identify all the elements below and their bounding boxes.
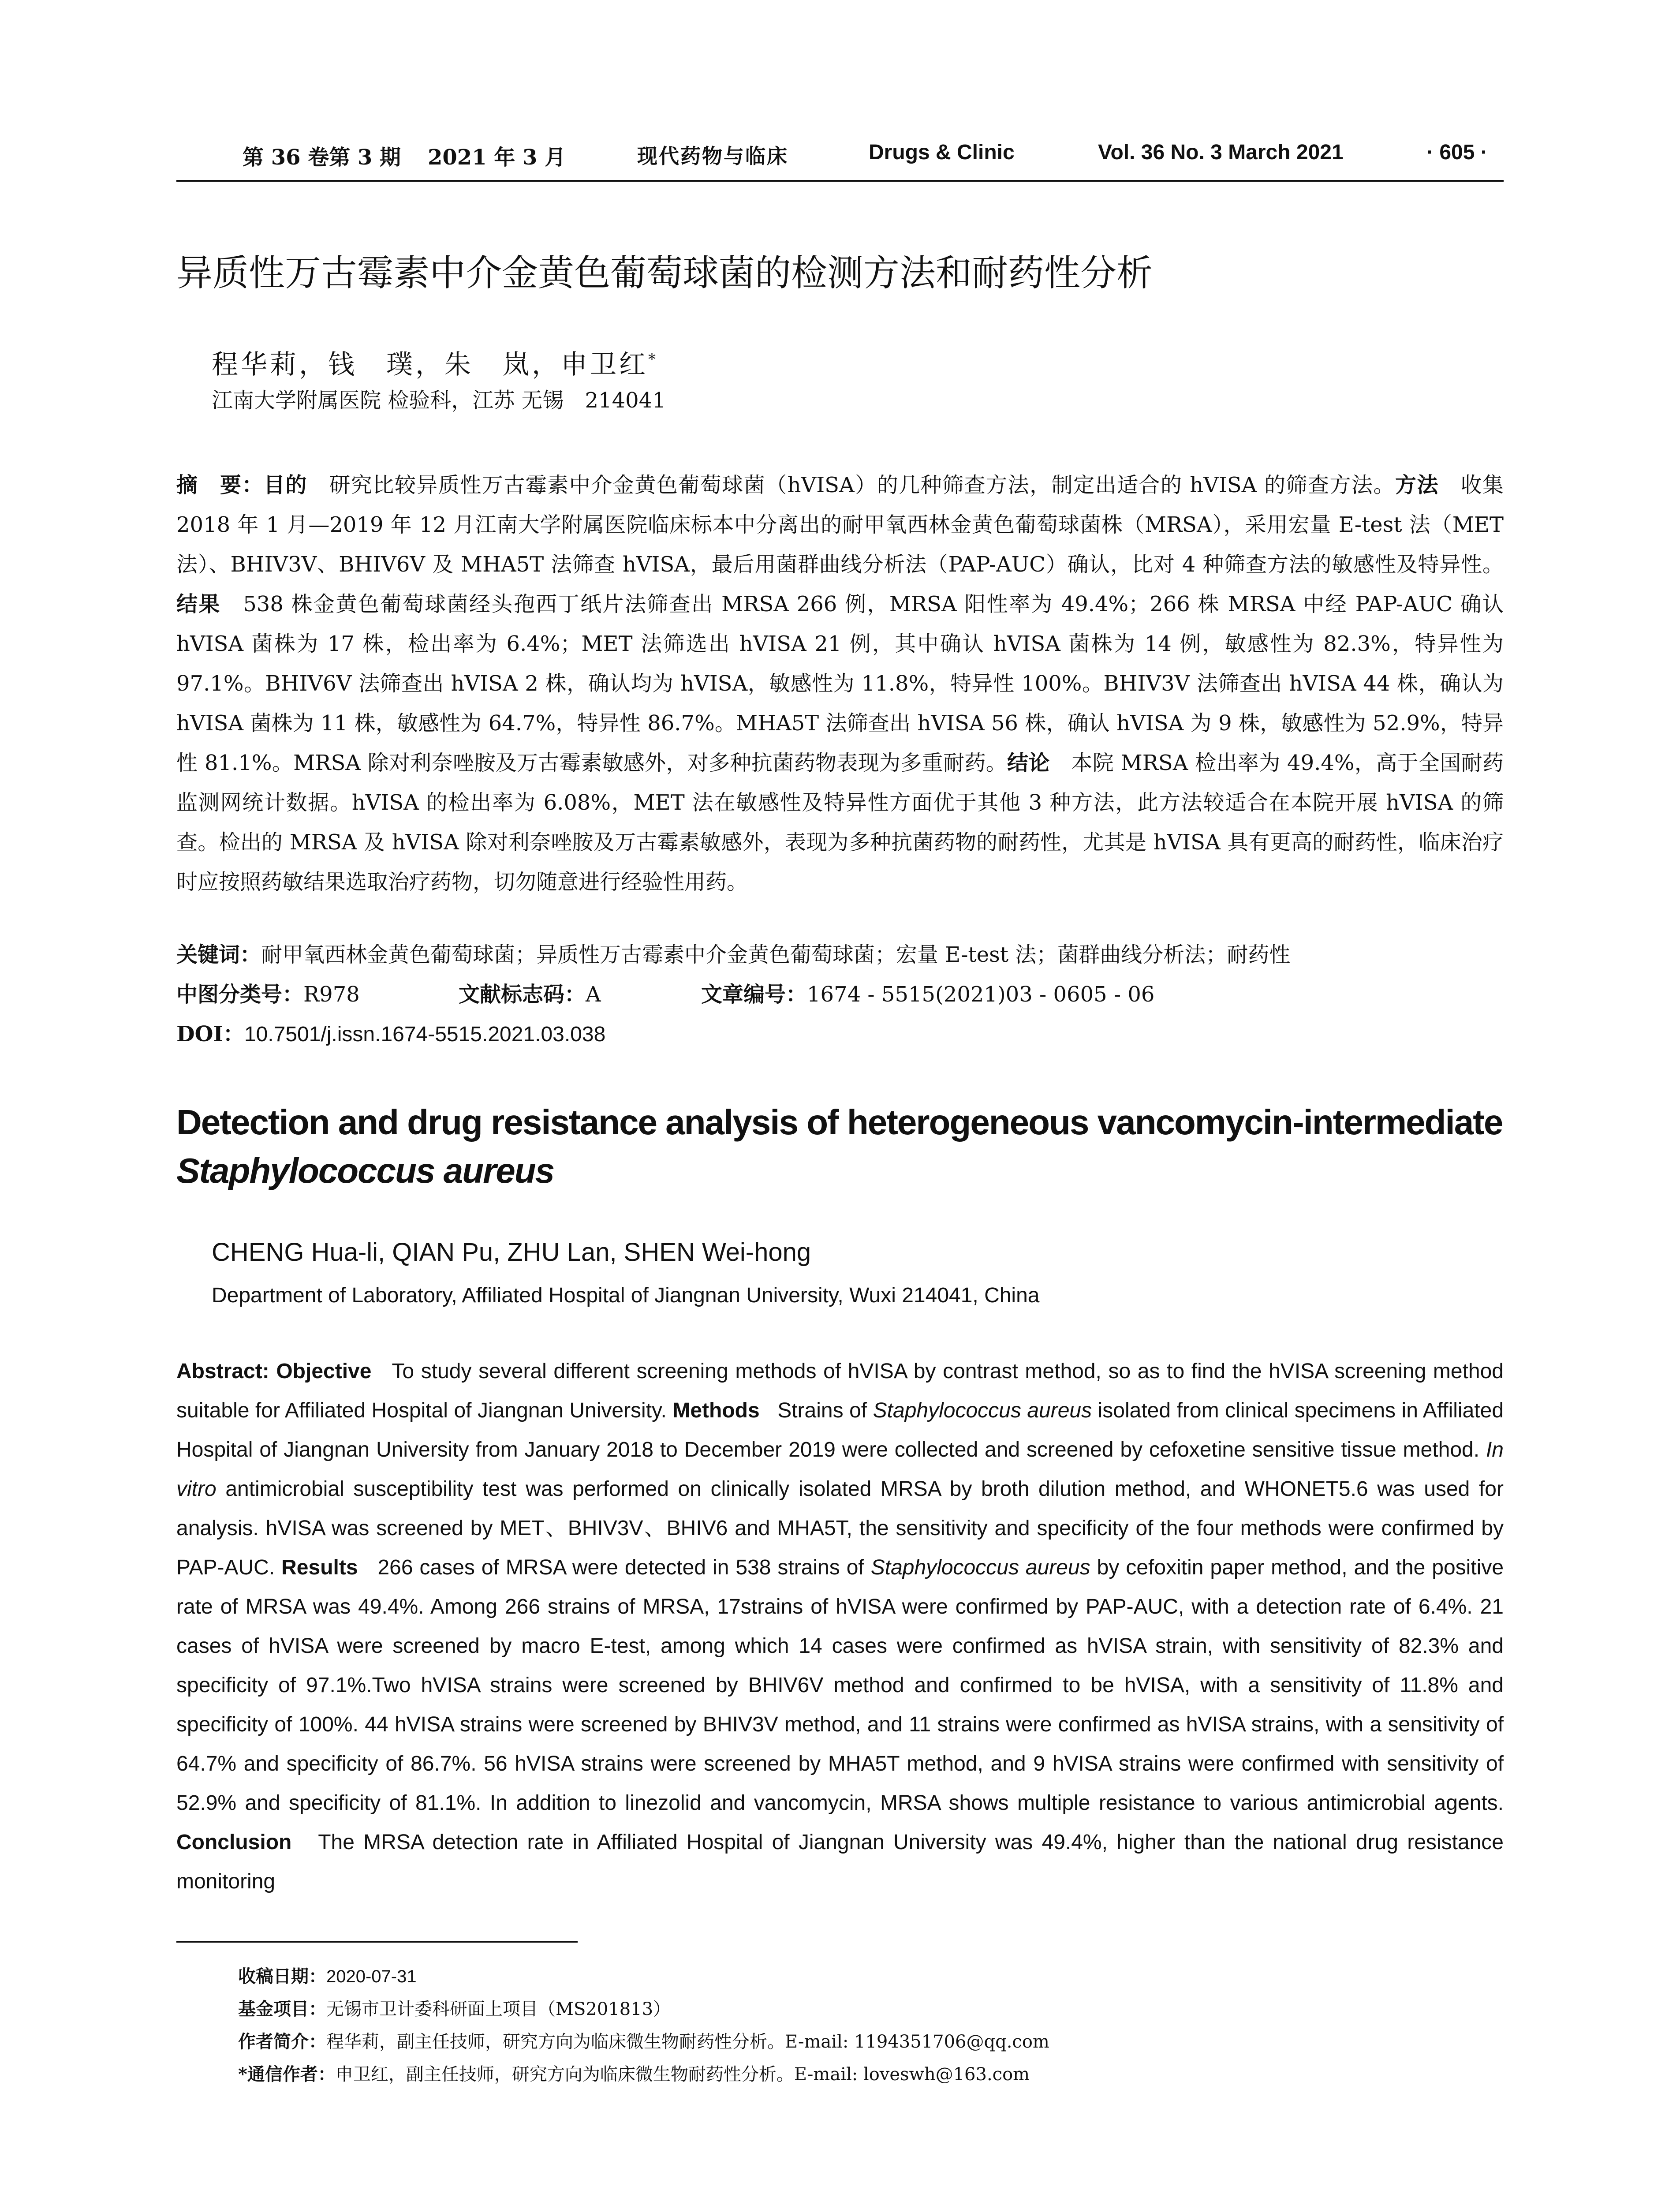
en-results-text-1: 266 cases of MRSA were detected in 538 strains of	[377, 1556, 864, 1579]
en-affiliation: Department of Laboratory, Affiliated Hospital of Jiangnan University, Wuxi 214041, China	[212, 1284, 1040, 1307]
fund-note	[238, 1993, 1504, 2026]
doc-code-value: A	[586, 982, 601, 1007]
fund-label: 基金项目：	[238, 1999, 326, 2019]
clc-value: R978	[303, 982, 360, 1007]
cn-keywords-text: 耐甲氧西林金黄色葡萄球菌；异质性万古霉素中介金黄色葡萄球菌；宏量 E-test 法；菌群曲线分析法；耐药性	[261, 942, 1291, 967]
en-title	[176, 1098, 1504, 1195]
author-label: 作者简介：	[238, 2031, 326, 2052]
cn-results-label: 结果	[176, 592, 221, 617]
cn-affiliation: 江南大学附属医院 检验科，江苏 无锡 214041	[212, 388, 666, 413]
running-header	[176, 140, 1504, 180]
corresponding-author	[238, 2058, 1504, 2091]
cn-abstract-label: 摘 要：	[176, 473, 264, 497]
en-title-line1: Detection and drug resistance analysis of heterogeneous vancomycin-intermediate	[176, 1102, 1503, 1142]
received-date	[238, 1960, 1504, 1993]
species-name-results: Staphylococcus aureus	[870, 1556, 1090, 1579]
cn-objective-label: 目的	[263, 473, 307, 497]
cn-title: 异质性万古霉素中介金黄色葡萄球菌的检测方法和耐药性分析	[176, 252, 1153, 294]
clc-label: 中图分类号：	[176, 982, 304, 1007]
footnote-rule	[176, 1941, 578, 1943]
doi-value: 10.7501/j.issn.1674-5515.2021.03.038	[244, 1023, 606, 1046]
received-value: 2020-07-31	[326, 1967, 417, 1986]
fund-value: 无锡市卫计委科研面上项目（MS201813）	[326, 1999, 671, 2019]
cn-keywords-label: 关键词：	[176, 942, 261, 967]
doi-label: DOI：	[176, 1022, 244, 1046]
cn-results-text: 538 株金黄色葡萄球菌经头孢西丁纸片法筛查出 MRSA 266 例，MRSA 阳性率为 49.4%；266 株 MRSA 中经 PAP-AUC 确认 hVISA 菌株为 17 株，检出率为 6.4%；MET 法筛选出 hVISA 21 例，其中确认 hVISA 菌株为 14 例，敏感性为 82.3%，特异性为 97.1%。BHIV6V 法筛查出 hVISA 2 株，确认均为 hVISA，敏感性为 11.8%，特异性 100%。BHIV3V 法筛查出 hVISA 44 株，确认为 hVISA 菌株为 11 株，敏感性为 64.7%，特异性 86.7%。MHA5T 法筛查出 hVISA 56 株，确认 hVISA 为 9 株，敏感性为 52.9%，特异性 81.1%。MRSA 除对利奈唑胺及万古霉素敏感外，对多种抗菌药物表现为多重耐药。	[176, 592, 1504, 775]
en-title-species: Staphylococcus aureus	[176, 1151, 554, 1190]
doi-line	[176, 1014, 1504, 1054]
en-objective-label: Objective	[276, 1360, 372, 1383]
page-number: · 605 ·	[1426, 141, 1488, 164]
in-vitro: In vitro	[176, 1438, 1504, 1501]
en-results-text-2: by cefoxitin paper method, and the positive rate of MRSA was 49.4%. Among 266 strains of MRSA, 17strains of hVISA were confirmed by PAP-AUC, with a detection rate of 6.4%. 21 cases of hVISA were screened by macro E-test, among which 14 cases were confirmed as hVISA strain, with sensitivity of 82.3% and specificity of 97.1%.Two hVISA strains were screened by BHIV6V method and confirmed to be hVISA, with a sensitivity of 11.8% and specificity of 100%. 44 hVISA strains were screened by BHIV3V method, and 11 strains were confirmed as hVISA strains, with a sensitivity of 64.7% and specificity of 86.7%. 56 hVISA strains were screened by MHA5T method, and 9 hVISA strains were confirmed with sensitivity of 52.9% and specificity of 81.1%. In addition to linezolid and vancomycin, MRSA shows multiple resistance to various antimicrobial agents.	[176, 1556, 1504, 1815]
en-methods-text-3: antimicrobial susceptibility test was performed on clinically isolated MRSA by broth dilution method, and WHONET5.6 was used for analysis. hVISA was screened by MET、BHIV3V、BHIV6 and MHA5T, the sensitivity and specificity of the four methods were confirmed by PAP-AUC.	[176, 1477, 1504, 1579]
en-conclusion-label: Conclusion	[176, 1831, 292, 1854]
author-bio	[238, 2026, 1504, 2058]
en-authors: CHENG Hua-li, QIAN Pu, ZHU Lan, SHEN Wei-hong	[212, 1238, 811, 1267]
cn-objective-text: 研究比较异质性万古霉素中介金黄色葡萄球菌（hVISA）的几种筛查方法，制定出适合的 hVISA 的筛查方法。	[329, 473, 1395, 497]
cn-author-names: 程华莉，钱 璞，朱 岚，申卫红	[212, 349, 648, 380]
species-name: Staphylococcus aureus	[873, 1399, 1092, 1422]
article-no-value: 1674 - 5515(2021)03 - 0605 - 06	[807, 982, 1155, 1007]
article-no-label: 文章编号：	[701, 982, 807, 1007]
footnotes	[238, 1960, 1504, 2091]
corr-value: 申卫红，副主任技师，研究方向为临床微生物耐药性分析。E-mail: loveswh@163.com	[335, 2064, 1030, 2085]
en-methods-label: Methods	[672, 1399, 760, 1422]
cn-conclusion-text: 本院 MRSA 检出率为 49.4%，高于全国耐药监测网统计数据。hVISA 的检出率为 6.08%，MET 法在敏感性及特异性方面优于其他 3 种方法，此方法较适合在本院开展 hVISA 的筛查。检出的 MRSA 及 hVISA 除对利奈唑胺及万古霉素敏感外，表现为多种抗菌药物的耐药性，尤其是 hVISA 具有更高的耐药性，临床治疗时应按照药敏结果选取治疗药物，切勿随意进行经验性用药。	[176, 751, 1504, 894]
en-results-label: Results	[281, 1556, 358, 1579]
journal-en: Drugs & Clinic	[869, 141, 1015, 164]
en-abstract	[176, 1352, 1504, 1901]
en-objective-text: To study several different screening methods of hVISA by contrast method, so as to find the hVISA screening method suitable for Affiliated Hospital of Jiangnan University.	[176, 1360, 1504, 1422]
received-label: 收稿日期：	[238, 1966, 326, 1987]
en-methods-text-2: isolated from clinical specimens in Affiliated Hospital of Jiangnan University from January 2018 to December 2019 were collected and screened by cefoxetine sensitive tissue method.	[176, 1399, 1504, 1461]
cn-authors	[212, 342, 658, 382]
cn-abstract	[176, 465, 1504, 902]
en-conclusion-text: The MRSA detection rate in Affiliated Hospital of Jiangnan University was 49.4%, higher than the national drug resistance monitoring	[176, 1831, 1504, 1893]
cn-methods-text: 收集 2018 年 1 月—2019 年 12 月江南大学附属医院临床标本中分离出的耐甲氧西林金黄色葡萄球菌株（MRSA），采用宏量 E-test 法（MET 法）、BHIV3V、BHIV6V 及 MHA5T 法筛查 hVISA，最后用菌群曲线分析法（PAP-AUC）确认，比对 4 种筛查方法的敏感性及特异性。	[176, 473, 1504, 577]
cn-keywords	[176, 935, 1504, 975]
en-abstract-label: Abstract:	[176, 1360, 269, 1383]
doc-code-label: 文献标志码：	[459, 982, 586, 1007]
author-value: 程华莉，副主任技师，研究方向为临床微生物耐药性分析。E-mail: 1194351706@qq.com	[326, 2032, 1049, 2052]
date-cn: 2021 年 3 月	[428, 145, 566, 170]
header-rule	[176, 180, 1504, 182]
issue-cn: 第 36 卷第 3 期	[243, 145, 401, 170]
cn-methods-label: 方法	[1395, 473, 1439, 497]
cn-conclusion-label: 结论	[1007, 751, 1050, 775]
journal-cn: 现代药物与临床	[637, 144, 788, 168]
corresponding-mark: *	[648, 351, 658, 368]
corr-label: *通信作者：	[238, 2064, 336, 2085]
en-methods-text-1: Strains of	[777, 1399, 867, 1422]
issue-en: Vol. 36 No. 3 March 2021	[1098, 141, 1344, 164]
